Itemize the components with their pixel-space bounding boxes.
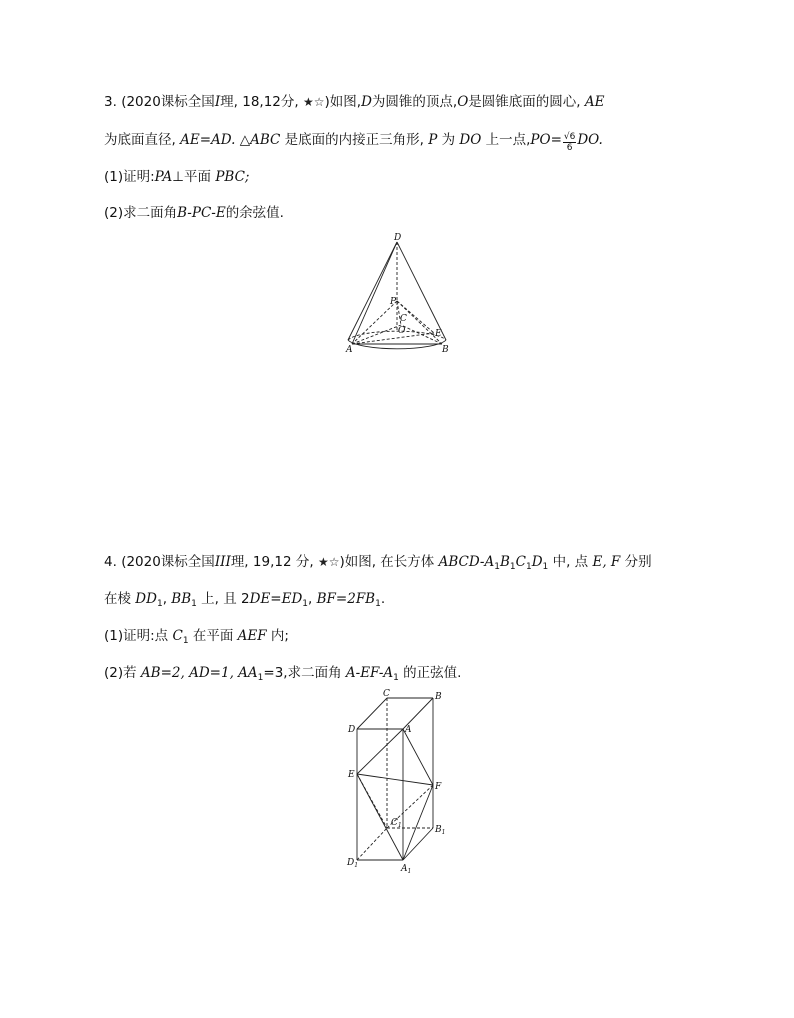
label-C1: $C_1$: [391, 818, 402, 829]
problem3-part1: (1)证明:PA⊥平面 PBC;: [104, 169, 250, 185]
cuboid-figure: [343, 688, 458, 878]
label-O: O: [398, 326, 406, 336]
problem3-number: 3.: [104, 94, 117, 110]
problem3-line2: 为底面直径, AE=AD. △ABC 是底面的内接正三角形, P 为 DO 上一点,PO= $\frac{√6}{6}$ DO.: [104, 132, 603, 153]
label-D: D: [348, 725, 356, 735]
problem3-line1: 3. (2020课标全国I理, 18,12分, ★☆)如图,D为圆锥的顶点,O是圆锥底面的圆心, AE: [104, 94, 605, 110]
cone-edge-left: [348, 242, 397, 340]
problem3-part2: (2)求二面角B-PC-E的余弦值.: [104, 205, 284, 221]
difficulty-stars: ★☆: [302, 95, 325, 109]
fraction-sqrt6-over-6: $\frac{√6}{6}$: [563, 132, 576, 153]
problem4-part2: (2)若 AB=2, AD=1, $AA_1=3$,求二面角 $A-EF-A_1$ 的正弦值.: [104, 665, 462, 683]
problem4-line2: 在棱 $DD_1$, $BB_1$ 上, 且 $2DE=ED_1$, $BF=2FB_1$.: [104, 591, 386, 609]
label-A1: $A_1$: [401, 864, 412, 875]
problem4-part1: (1)证明:点 $C_1$ 在平面 AEF 内;: [104, 628, 289, 646]
problem4-line1: 4. (2020课标全国III理, 19,12 分, ★☆)如图, 在长方体 ABCD-$A_1B_1C_1D_1$ 中, 点 E, F 分别: [104, 554, 652, 572]
label-D1: $D_1$: [347, 858, 359, 869]
label-D: D: [394, 233, 402, 243]
label-A: A: [346, 345, 353, 355]
label-P: P: [390, 297, 397, 307]
difficulty-stars: ★☆: [317, 555, 340, 569]
label-A: A: [405, 725, 412, 735]
problem4-number: 4.: [104, 554, 117, 570]
label-B: B: [442, 345, 449, 355]
cone-figure: [338, 232, 458, 357]
label-E: E: [435, 329, 442, 339]
label-C: C: [383, 689, 390, 699]
label-C: C: [400, 314, 407, 324]
label-F: F: [435, 782, 442, 792]
label-B: B: [435, 692, 442, 702]
label-E: E: [348, 770, 355, 780]
label-B1: $B_1$: [435, 825, 446, 836]
